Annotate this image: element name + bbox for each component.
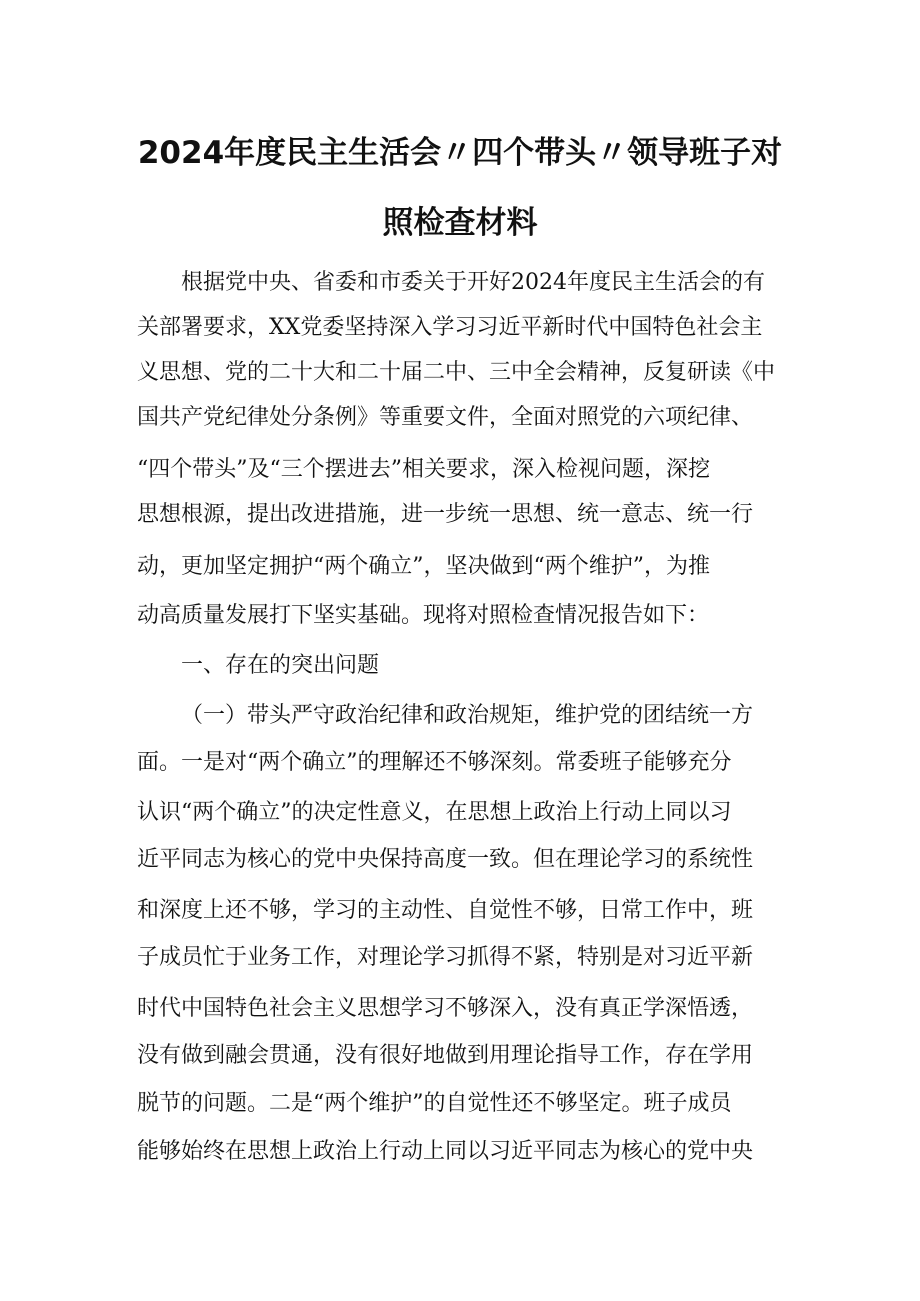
paragraph-line: 根据党中央、省委和市委关于开好2024年度民主生活会的有 (181, 270, 765, 295)
paragraph-line: 脱节的问题。二是“两个维护”的自觉性还不够坚定。班子成员 (137, 1091, 732, 1116)
paragraph-line: “四个带头”及“三个摆进去”相关要求，深入检视问题，深挖 (137, 457, 710, 482)
paragraph-line: 时代中国特色社会主义思想学习不够深入，没有真正学深悟透， (137, 996, 754, 1021)
paragraph-line: 面。一是对“两个确立”的理解还不够深刻。常委班子能够充分 (137, 750, 732, 775)
paragraph-line: 义思想、党的二十大和二十届二中、三中全会精神，反复研读《中 (137, 360, 776, 385)
section-heading: 一、存在的突出问题 (181, 653, 380, 678)
paragraph-line: 动，更加坚定拥护“两个确立”，坚决做到“两个维护”，为推 (137, 554, 710, 579)
paragraph-line: 国共产党纪律处分条例》等重要文件，全面对照党的六项纪律、 (137, 405, 754, 430)
paragraph-line: 子成员忙于业务工作，对理论学习抓得不紧，特别是对习近平新 (137, 945, 754, 970)
paragraph-line: 和深度上还不够，学习的主动性、自觉性不够，日常工作中，班 (137, 898, 754, 923)
document-title-line-2: 照检查材料 (382, 205, 538, 241)
document-title-line-1: 2024年度民主生活会〃四个带头〃领导班子对 (137, 135, 783, 171)
paragraph-line: 思想根源，提出改进措施，进一步统一思想、统一意志、统一行 (137, 502, 754, 527)
paragraph-line: 认识“两个确立”的决定性意义，在思想上政治上行动上同以习 (137, 800, 732, 825)
paragraph-line: 动高质量发展打下坚实基础。现将对照检查情况报告如下： (137, 603, 710, 628)
paragraph-line: 能够始终在思想上政治上行动上同以习近平同志为核心的党中央 (137, 1139, 754, 1164)
paragraph-line: 关部署要求，XX党委坚持深入学习习近平新时代中国特色社会主 (137, 315, 763, 340)
paragraph-line: 近平同志为核心的党中央保持高度一致。但在理论学习的系统性 (137, 847, 754, 872)
paragraph-line: （一）带头严守政治纪律和政治规矩，维护党的团结统一方 (181, 703, 754, 728)
paragraph-line: 没有做到融会贯通，没有很好地做到用理论指导工作，存在学用 (137, 1043, 754, 1068)
